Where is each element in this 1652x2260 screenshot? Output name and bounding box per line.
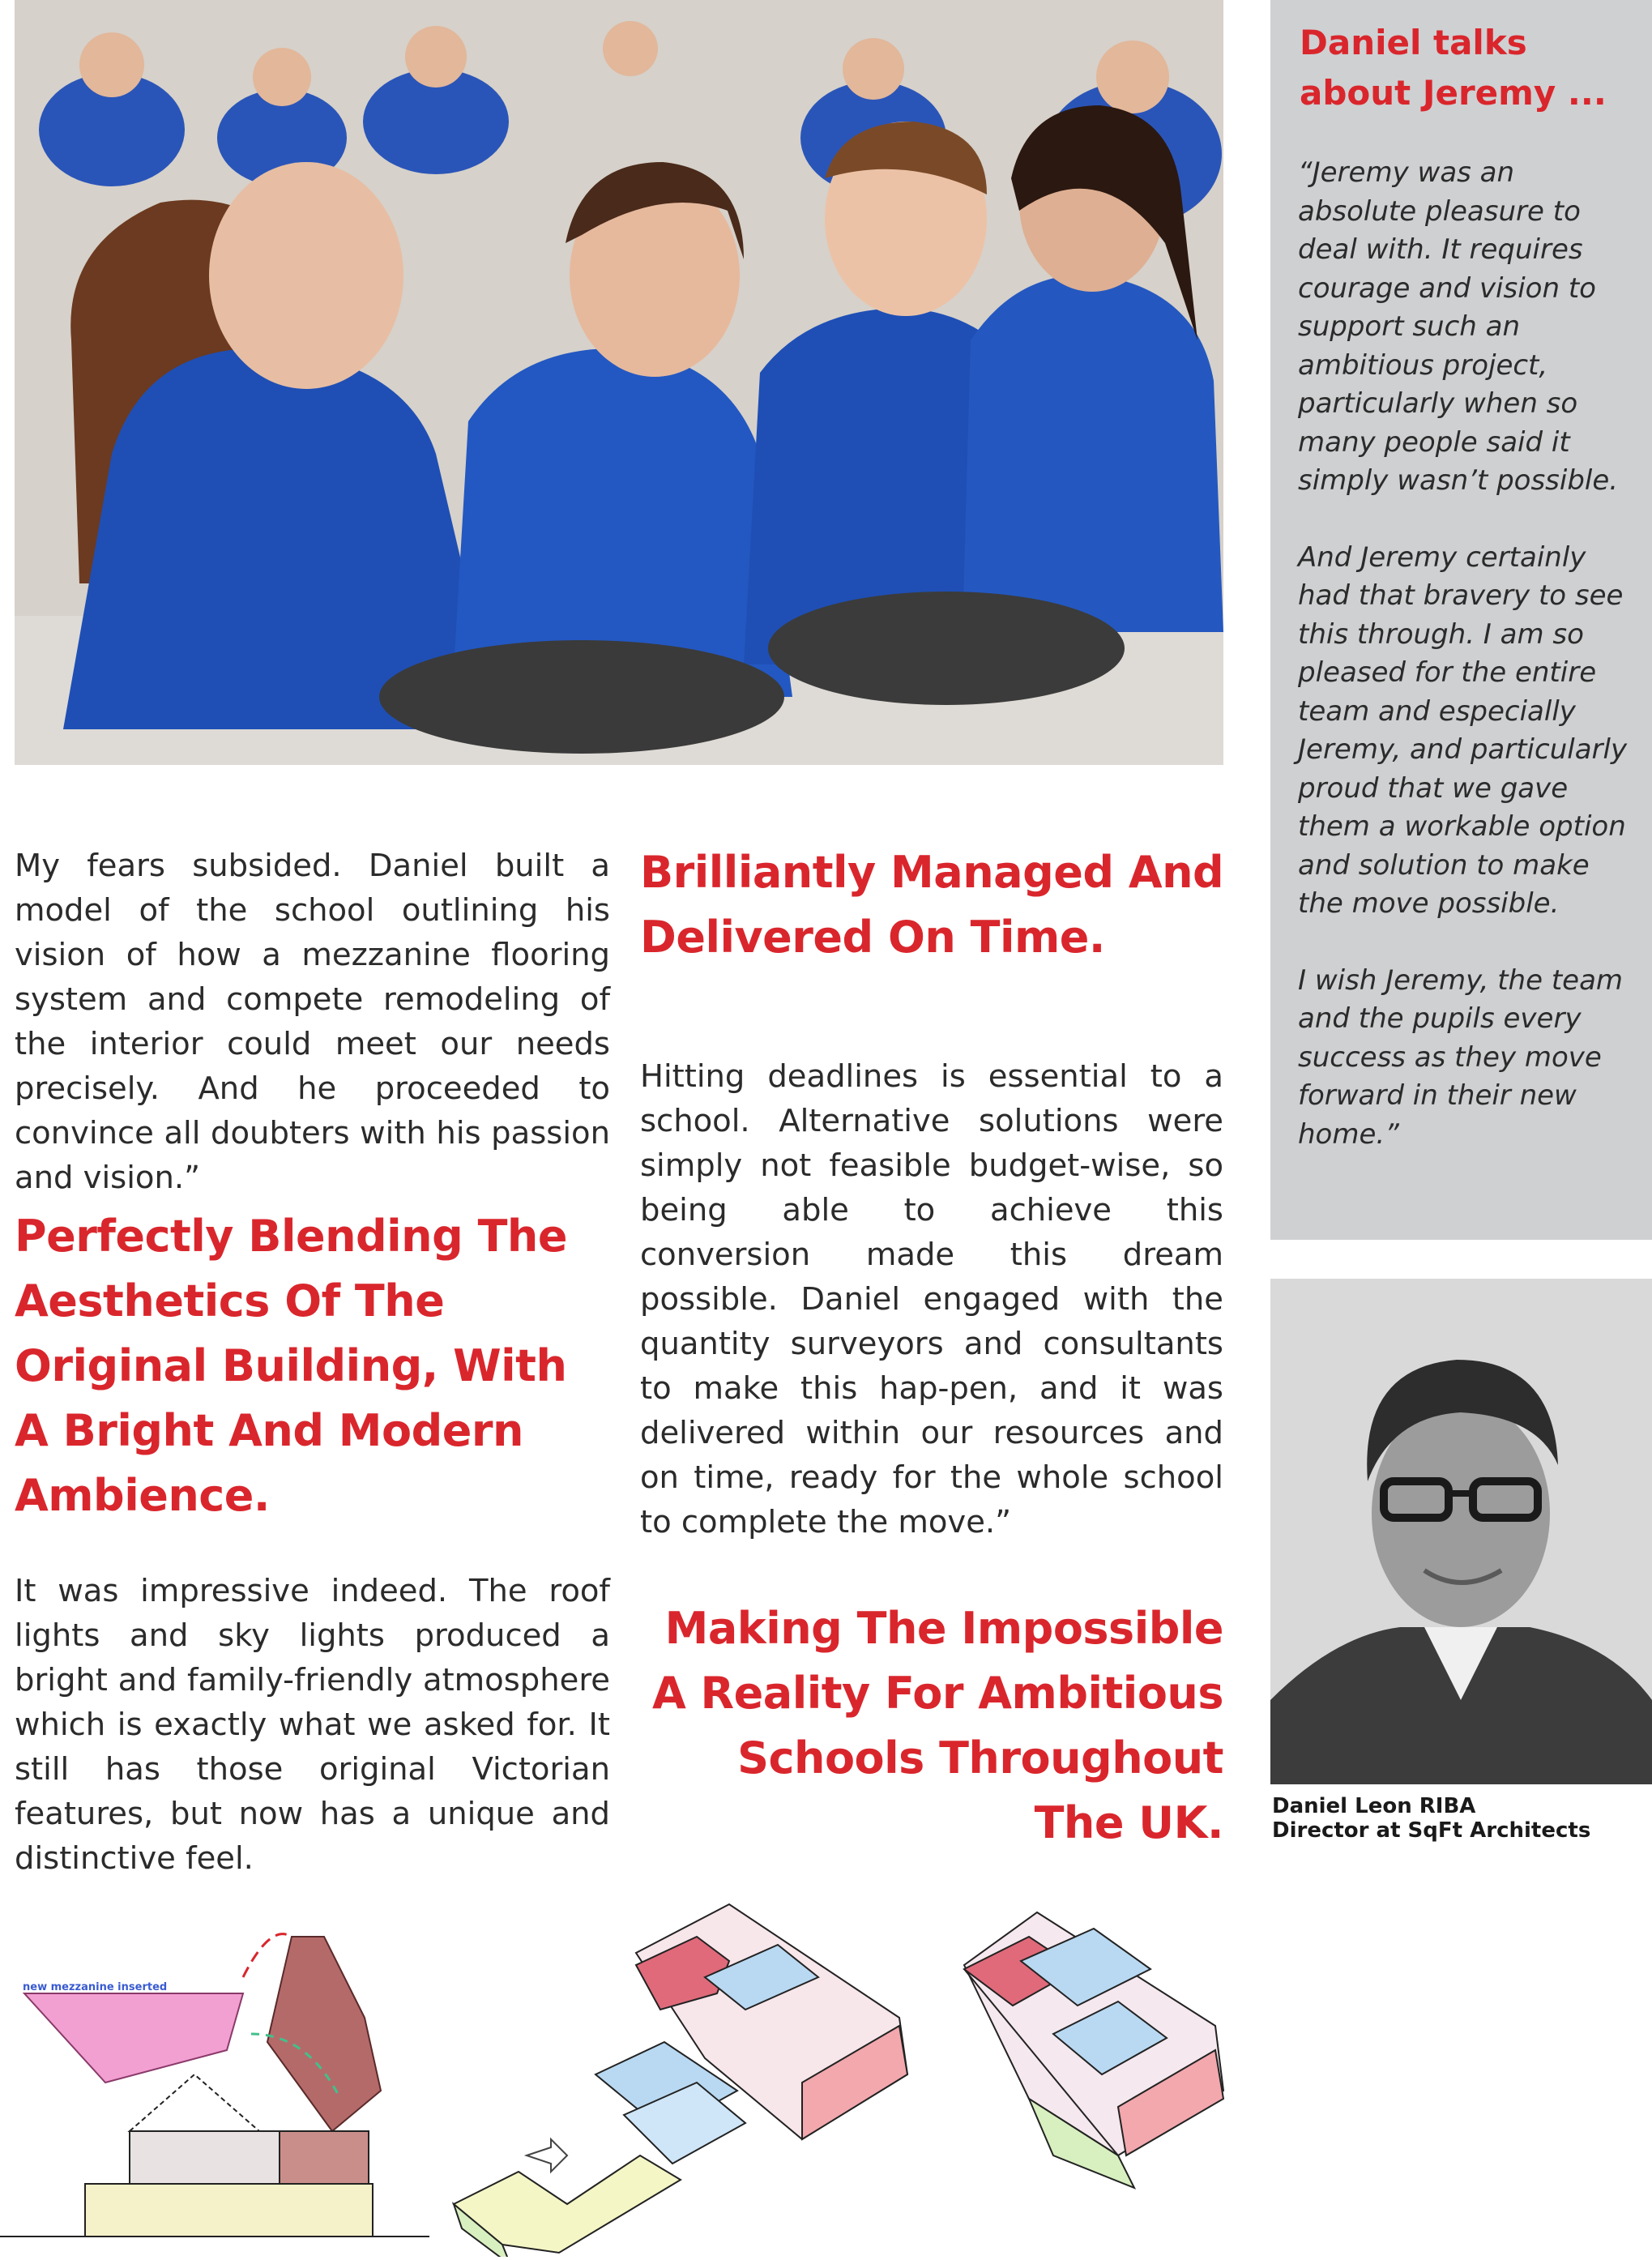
right-paragraph: Hitting deadlines is essential to a school. Alternative solutions were simply not feasible budget-wise, so being able to achieve this conversion made this dream possible. Daniel engaged with the quantity surveyors and consultants to make this hap-pen, and it was delivered within our resources and on time, ready for the whole school to complete the move.” (640, 1058, 1223, 1540)
right-heading-1: Brilliantly Managed And Delivered On Time. (640, 847, 1224, 963)
quote-paragraph: “Jeremy was an absolute pleasure to deal with. It requires courage and vision to support such an ambitious project, particularly when so many people said it simply wasn’t possible. (1298, 156, 1619, 497)
caption-name: Daniel Leon RIBA (1272, 1794, 1476, 1818)
assembled-axonometric-sketch (964, 1912, 1223, 2188)
portrait-photo (1270, 1279, 1652, 1784)
quote-paragraph: And Jeremy certainly had that bravery to see this through. I am so pleased for the entire team and especially Jeremy, and particularly proud that we gave them a workable option and solution to make the move possible. (1298, 540, 1628, 920)
left-paragraph-1: My fears subsided. Daniel built a model of the school outlining his vision of how a mezzanine flooring system and compete remodeling of the interior could meet our needs precisely. And he proceeded to convince all doubters with his passion and vision.” (15, 848, 610, 1196)
right-heading-2: Making The Impossible A Reality For Ambitious Schools Throughout The UK. (651, 1603, 1223, 1848)
left-paragraph-2: It was impressive indeed. The roof lights and sky lights produced a bright and family-friendly atmosphere which is exactly what we asked for. It still has those original Victorian features, but now has a unique and distinctive feel. (15, 1573, 610, 1877)
section-sketch (0, 1934, 429, 2237)
portrait-caption (1272, 1794, 1645, 1843)
left-heading: Perfectly Blending The Aesthetics Of The Original Building, With A Bright And Modern Ambience. (15, 1211, 567, 1521)
pupils-photo (15, 0, 1223, 765)
architectural-sketches (0, 1888, 1652, 2257)
exploded-axonometric-sketch (454, 1904, 907, 2257)
sidebar-quote (1298, 154, 1638, 1192)
caption-role: Director at SqFt Architects (1272, 1818, 1591, 1843)
sketch-label: new mezzanine inserted (23, 1981, 168, 1993)
sidebar-title: Daniel talks about Jeremy ... (1300, 23, 1607, 113)
quote-paragraph: I wish Jeremy, the team and the pupils every success as they move forward in their new home.” (1298, 963, 1624, 1151)
